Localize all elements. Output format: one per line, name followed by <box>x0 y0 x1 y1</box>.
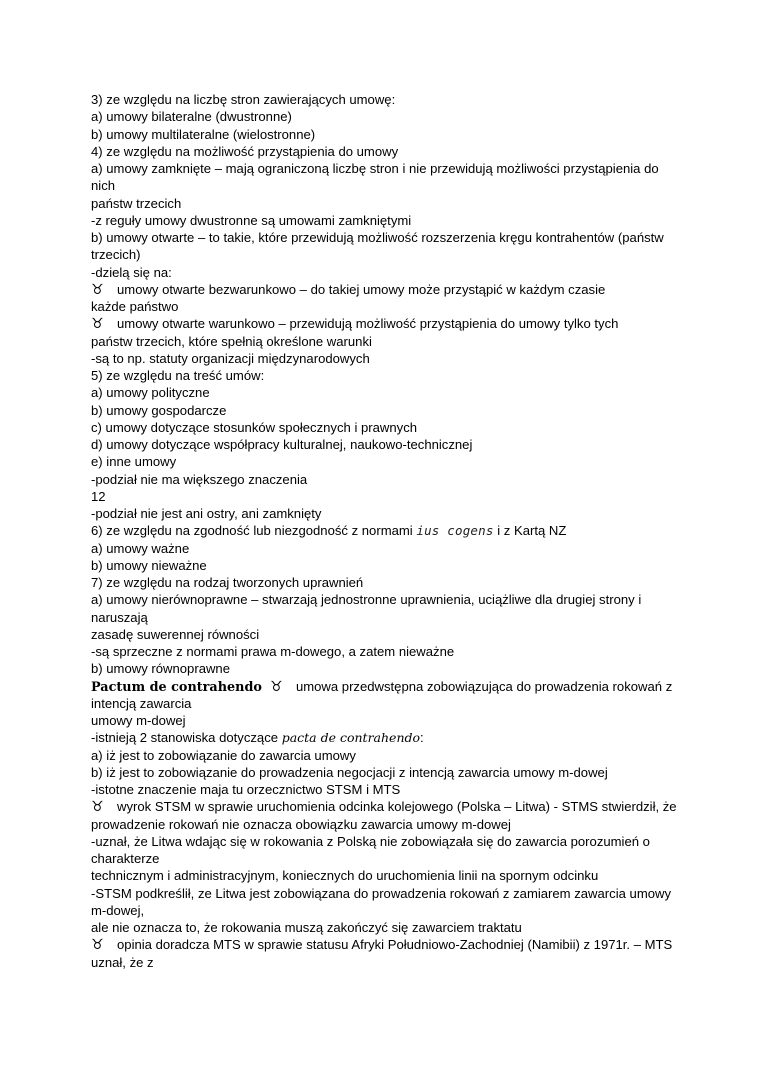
taurus-bullet-icon: ♉ <box>91 316 104 333</box>
text-line: uznał, że z <box>91 954 154 970</box>
text-line: a) umowy zamknięte – mają ograniczoną liczbę stron i nie przewidują możliwości przystąpienia do <box>91 161 659 176</box>
text-line: umowy m-dowej <box>91 713 186 728</box>
text-line: e) inne umowy <box>91 454 177 470</box>
text-line: trzecich) <box>91 247 141 263</box>
text-segment: i z Kartą NZ <box>493 523 567 539</box>
text-line: zasadę suwerennej równości <box>91 626 260 642</box>
text-line: ale nie oznacza to, że rokowania muszą zakończyć się zawarciem traktatu <box>91 920 522 935</box>
text-line: 4) ze względu na możliwość przystąpienia do umowy <box>91 143 399 159</box>
text-line: 5) ze względu na treść umów: <box>91 368 265 383</box>
text-line: -dzielą się na: <box>91 264 172 280</box>
bullet-line <box>91 315 691 332</box>
bullet-text: wyrok STSM w sprawie uruchomienia odcinka kolejowego (Polska – Litwa) - STMS stwierdził, że <box>117 799 677 815</box>
text-line: -z reguły umowy dwustronne są umowami zamkniętymi <box>91 212 412 228</box>
bullet-text: umowy otwarte bezwarunkowo – do takiej umowy może przystąpić w każdym czasie <box>117 281 606 297</box>
text-line: b) umowy nieważne <box>91 557 207 573</box>
text-line: a) iż jest to zobowiązanie do zawarcia umowy <box>91 747 356 763</box>
text-line: intencją zawarcia <box>91 695 192 711</box>
text-line: 3) ze względu na liczbę stron zawierających umowę: <box>91 92 396 107</box>
text-line: -podział nie jest ani ostry, ani zamknięty <box>91 506 322 521</box>
text-line: państw trzecich <box>91 195 182 211</box>
text-line: c) umowy dotyczące stosunków społecznych i prawnych <box>91 419 418 435</box>
text-line: technicznym i administracyjnym, koniecznych do uruchomienia linii na spornym odcinku <box>91 868 599 884</box>
text-line: naruszają <box>91 609 148 625</box>
pacta-term: pacta de contrahendo <box>281 730 421 746</box>
pactum-line <box>91 678 691 695</box>
taurus-bullet-icon: ♉ <box>269 678 283 695</box>
text-line: b) umowy gospodarcze <box>91 402 227 418</box>
ius-cogens-term: ius cogens <box>416 523 494 539</box>
pactum-heading: Pactum de contrahendo <box>91 679 262 695</box>
text-line: a) umowy ważne <box>91 540 190 556</box>
taurus-bullet-icon: ♉ <box>91 281 104 298</box>
text-segment: -istnieją 2 stanowiska dotyczące <box>91 730 282 746</box>
bullet-text: opinia doradcza MTS w sprawie statusu Afryki Południowo-Zachodniej (Namibii) z 1971r. – MTS <box>117 937 673 953</box>
taurus-bullet-icon: ♉ <box>91 937 104 954</box>
bullet-line <box>91 936 691 953</box>
text-line: a) umowy polityczne <box>91 385 210 401</box>
text-line: nich <box>91 178 116 194</box>
text-line: każde państwo <box>91 299 179 314</box>
text-line: b) umowy multilateralne (wielostronne) <box>91 126 316 142</box>
text-line: d) umowy dotyczące współpracy kulturalnej, naukowo-technicznej <box>91 437 473 452</box>
bullet-text: umowy otwarte warunkowo – przewidują możliwość przystąpienia do umowy tylko tych <box>117 316 619 332</box>
text-line: -są sprzeczne z normami prawa m-dowego, a zatem nieważne <box>91 644 455 659</box>
text-line: -podział nie ma większego znaczenia <box>91 471 308 487</box>
text-segment: umowa przedwstępna zobowiązująca do prowadzenia rokowań z <box>295 678 673 694</box>
text-line: b) iż jest to zobowiązanie do prowadzenia negocjacji z intencją zawarcia umowy m-dowej <box>91 764 608 780</box>
taurus-bullet-icon: ♉ <box>91 799 104 816</box>
text-line: państw trzecich, które spełnią określone warunki <box>91 333 372 349</box>
text-line: -istotne znaczenie maja tu orzecznictwo STSM i MTS <box>91 782 401 797</box>
text-line: -są to np. statuty organizacji międzynarodowych <box>91 350 370 366</box>
text-line: charakterze <box>91 851 160 866</box>
document-page <box>91 91 691 971</box>
text-line: a) umowy nierównoprawne – stwarzają jednostronne uprawnienia, uciążliwe dla drugiej strony i <box>91 592 642 608</box>
text-line: 7) ze względu na rodzaj tworzonych uprawnień <box>91 575 364 590</box>
text-segment: : <box>420 730 424 746</box>
text-line <box>91 522 691 539</box>
text-line <box>91 729 691 746</box>
text-line: b) umowy otwarte – to takie, które przewidują możliwość rozszerzenia kręgu kontrahentów (państw <box>91 230 664 245</box>
text-line: a) umowy bilateralne (dwustronne) <box>91 109 292 125</box>
bullet-line <box>91 281 691 298</box>
text-line: -uznał, że Litwa wdając się w rokowania z Polską nie zobowiązała się do zawarcia porozumień o <box>91 833 650 849</box>
text-line: m-dowej, <box>91 902 145 918</box>
text-line: -STSM podkreślił, ze Litwa jest zobowiązana do prowadzenia rokowań z zamiarem zawarcia umowy <box>91 885 672 901</box>
text-segment: 6) ze względu na zgodność lub niezgodność z normami <box>91 523 417 539</box>
page-number: 12 <box>91 488 106 504</box>
bullet-line <box>91 798 691 815</box>
text-line: b) umowy równoprawne <box>91 661 230 677</box>
text-line: prowadzenie rokowań nie oznacza obowiązku zawarcia umowy m-dowej <box>91 816 511 832</box>
